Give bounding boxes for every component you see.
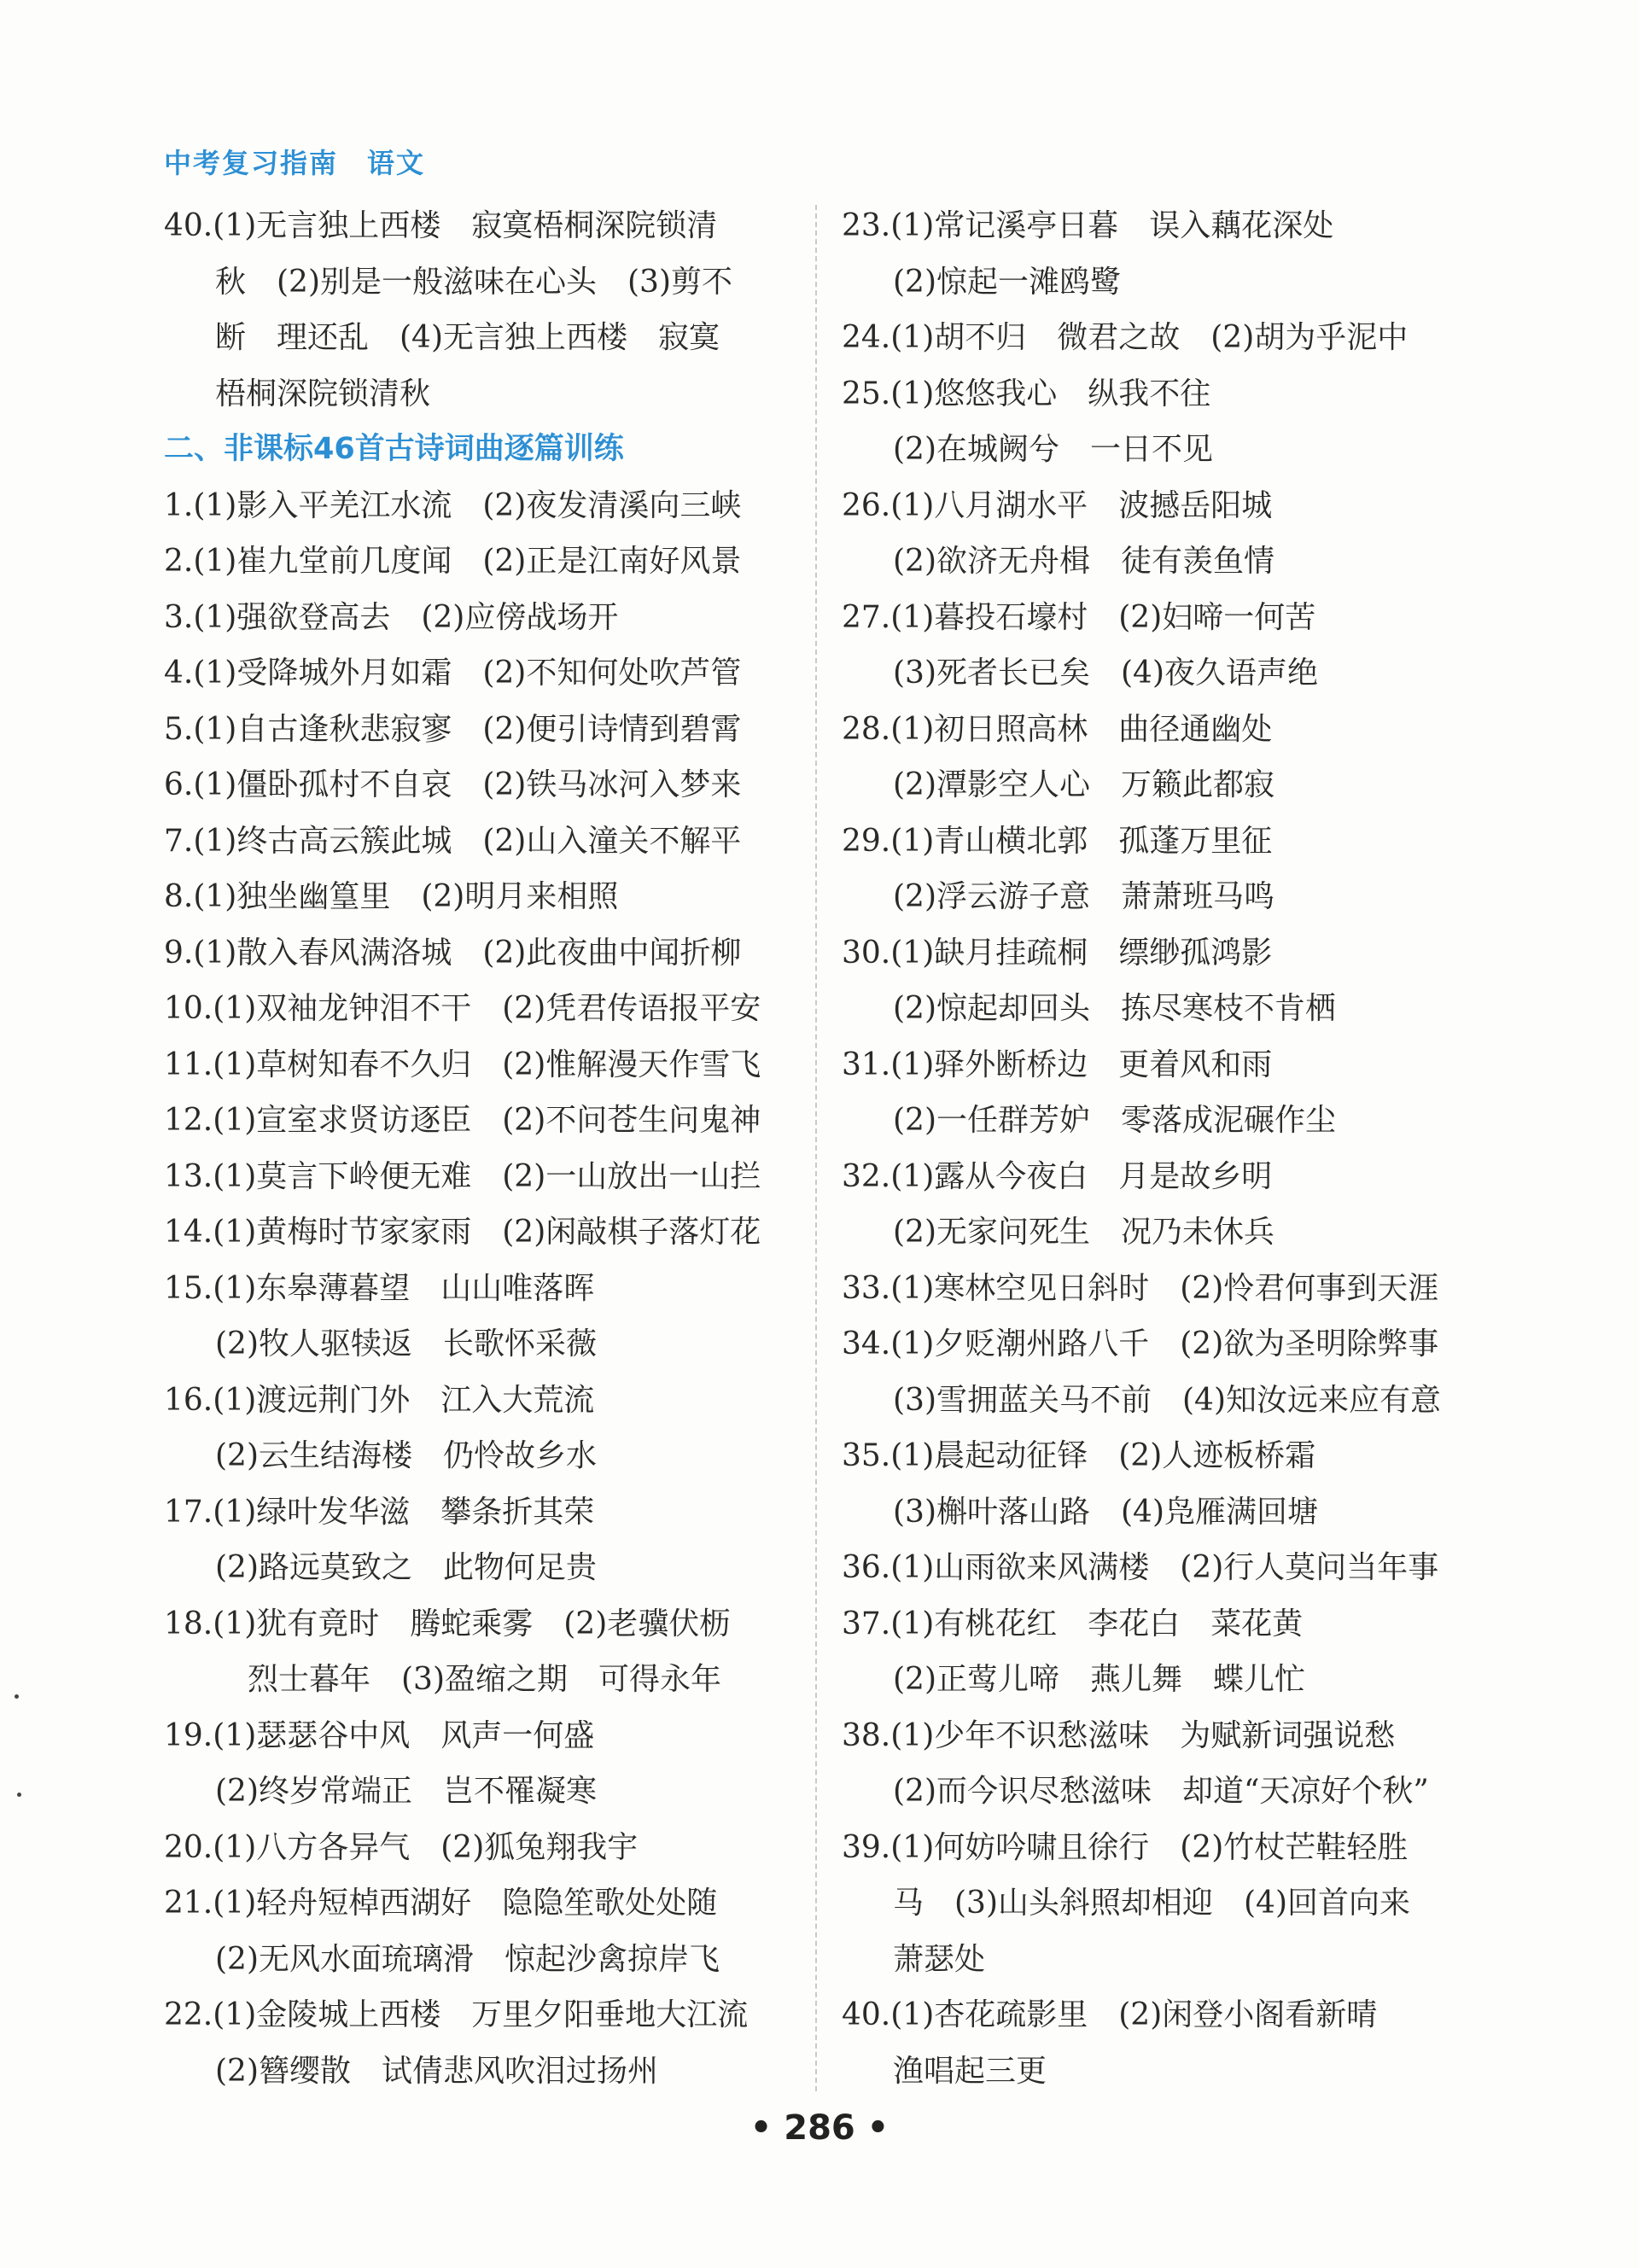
answer-line: 萧瑟处	[893, 1941, 986, 1977]
answer-line: (2)无风水面琉璃滑 惊起沙禽掠岸飞	[215, 1941, 720, 1977]
answer-line: 31.(1)驿外断桥边 更着风和雨	[842, 1047, 1273, 1082]
answer-line: (2)无家问死生 况乃未休兵	[893, 1215, 1274, 1250]
answer-line: (3)雪拥蓝关马不前 (4)知汝远来应有意	[893, 1382, 1441, 1418]
column-divider	[815, 205, 817, 2091]
answer-line: (2)正莺儿啼 燕儿舞 蝶儿忙	[893, 1662, 1305, 1697]
answer-line: 4.(1)受降城外月如霜 (2)不知何处吹芦管	[164, 656, 742, 691]
answer-line: 35.(1)晨起动征铎 (2)人迹板桥霜	[842, 1438, 1316, 1473]
answer-line: 22.(1)金陵城上西楼 万里夕阳垂地大江流	[164, 1997, 749, 2032]
answer-line: (2)惊起却回头 拣尽寒枝不肯栖	[893, 991, 1336, 1026]
answer-line: (2)簪缨散 试倩悲风吹泪过扬州	[215, 2053, 658, 2089]
answer-line: 11.(1)草树知春不久归 (2)惟解漫天作雪飞	[164, 1047, 761, 1082]
answer-line: 13.(1)莫言下岭便无难 (2)一山放出一山拦	[164, 1158, 761, 1194]
answer-line: 32.(1)露从今夜白 月是故乡明	[842, 1158, 1273, 1194]
answer-line: 5.(1)自古逢秋悲寂寥 (2)便引诗情到碧霄	[164, 711, 742, 747]
answer-line: 断 理还乱 (4)无言独上西楼 寂寞	[215, 320, 720, 355]
answer-line: 14.(1)黄梅时节家家雨 (2)闲敲棋子落灯花	[164, 1215, 761, 1250]
answer-line: (2)路远莫致之 此物何足贵	[215, 1550, 597, 1585]
answer-line: (2)终岁常端正 岂不罹凝寒	[215, 1774, 597, 1809]
answer-line: (3)槲叶落山路 (4)凫雁满回塘	[893, 1494, 1318, 1530]
answer-line: 1.(1)影入平羌江水流 (2)夜发清溪向三峡	[164, 487, 742, 523]
answer-line: (2)浮云游子意 萧萧班马鸣	[893, 879, 1274, 914]
page-number: • 286 •	[750, 2108, 889, 2148]
answer-line: (2)在城阙兮 一日不见	[893, 432, 1213, 467]
answer-line: 37.(1)有桃花红 李花白 菜花黄	[842, 1606, 1304, 1641]
answer-line: 12.(1)宣室求贤访逐臣 (2)不问苍生问鬼神	[164, 1103, 761, 1138]
answer-line: (2)牧人驱犊返 长歌怀采薇	[215, 1326, 597, 1361]
answer-line: 17.(1)绿叶发华滋 攀条折其荣	[164, 1494, 595, 1530]
answer-line: 33.(1)寒林空见日斜时 (2)怜君何事到天涯	[842, 1270, 1439, 1306]
answer-line: 2.(1)崔九堂前几度闻 (2)正是江南好风景	[164, 544, 742, 579]
answer-line: 36.(1)山雨欲来风满楼 (2)行人莫问当年事	[842, 1550, 1439, 1585]
answer-line: 30.(1)缺月挂疏桐 缥缈孤鸿影	[842, 935, 1273, 971]
answer-line: 渔唱起三更	[893, 2053, 1047, 2089]
answer-line: 29.(1)青山横北郭 孤蓬万里征	[842, 823, 1273, 859]
answer-line: (2)一任群芳妒 零落成泥碾作尘	[893, 1103, 1336, 1138]
answer-line: 28.(1)初日照高林 曲径通幽处	[842, 711, 1273, 747]
answer-line: 23.(1)常记溪亭日暮 误入藕花深处	[842, 208, 1334, 243]
answer-line: 7.(1)终古高云簇此城 (2)山入潼关不解平	[164, 823, 742, 859]
answer-line: 3.(1)强欲登高去 (2)应傍战场开	[164, 599, 619, 635]
answer-line: 18.(1)犹有竟时 腾蛇乘雾 (2)老骥伏枥	[164, 1606, 731, 1641]
scan-speck	[17, 1793, 21, 1797]
answer-line: 25.(1)悠悠我心 纵我不往	[842, 376, 1211, 411]
answer-line: 19.(1)瑟瑟谷中风 风声一何盛	[164, 1717, 595, 1753]
answer-line: 38.(1)少年不识愁滋味 为赋新词强说愁	[842, 1717, 1396, 1753]
answer-line: 26.(1)八月湖水平 波撼岳阳城	[842, 487, 1273, 523]
answer-line: 34.(1)夕贬潮州路八千 (2)欲为圣明除弊事	[842, 1326, 1439, 1361]
answer-line: 15.(1)东皋薄暮望 山山唯落晖	[164, 1270, 595, 1306]
answer-line: 10.(1)双袖龙钟泪不干 (2)凭君传语报平安	[164, 991, 761, 1026]
answer-line: (2)云生结海楼 仍怜故乡水	[215, 1438, 597, 1473]
answer-line: 16.(1)渡远荆门外 江入大荒流	[164, 1382, 595, 1418]
answer-line: 秋 (2)别是一般滋味在心头 (3)剪不	[215, 264, 732, 300]
answer-line: (2)欲济无舟楫 徒有羡鱼情	[893, 544, 1274, 579]
answer-line: 烈士暮年 (3)盈缩之期 可得永年	[248, 1662, 721, 1697]
section-heading: 二、非课标46首古诗词曲逐篇训练	[164, 432, 624, 466]
answer-line: 6.(1)僵卧孤村不自哀 (2)铁马冰河入梦来	[164, 767, 742, 802]
answer-line: 40.(1)杏花疏影里 (2)闲登小阁看新晴	[842, 1997, 1378, 2032]
answer-line: 24.(1)胡不归 微君之故 (2)胡为乎泥中	[842, 320, 1409, 355]
answer-line: (2)潭影空人心 万籁此都寂	[893, 767, 1274, 802]
scan-speck	[15, 1694, 19, 1699]
answer-line: 21.(1)轻舟短棹西湖好 隐隐笙歌处处随	[164, 1886, 718, 1921]
right-column	[842, 198, 1473, 2099]
answer-line: (3)死者长已矣 (4)夜久语声绝	[893, 656, 1318, 691]
answer-line: 39.(1)何妨吟啸且徐行 (2)竹杖芒鞋轻胜	[842, 1829, 1409, 1865]
answer-line: 40.(1)无言独上西楼 寂寞梧桐深院锁清	[164, 208, 718, 243]
left-column	[164, 198, 787, 2099]
answer-line: (2)惊起一滩鸥鹭	[893, 264, 1121, 300]
running-header: 中考复习指南 语文	[164, 147, 426, 179]
answer-line: 27.(1)暮投石壕村 (2)妇啼一何苦	[842, 599, 1316, 635]
answer-line: (2)而今识尽愁滋味 却道“天凉好个秋”	[893, 1774, 1429, 1809]
answer-line: 8.(1)独坐幽篁里 (2)明月来相照	[164, 879, 619, 914]
answer-line: 20.(1)八方各异气 (2)狐兔翔我宇	[164, 1829, 639, 1865]
answer-line: 马 (3)山头斜照却相迎 (4)回首向来	[893, 1886, 1410, 1921]
answer-line: 9.(1)散入春风满洛城 (2)此夜曲中闻折柳	[164, 935, 742, 971]
answer-line: 梧桐深院锁清秋	[215, 376, 431, 411]
